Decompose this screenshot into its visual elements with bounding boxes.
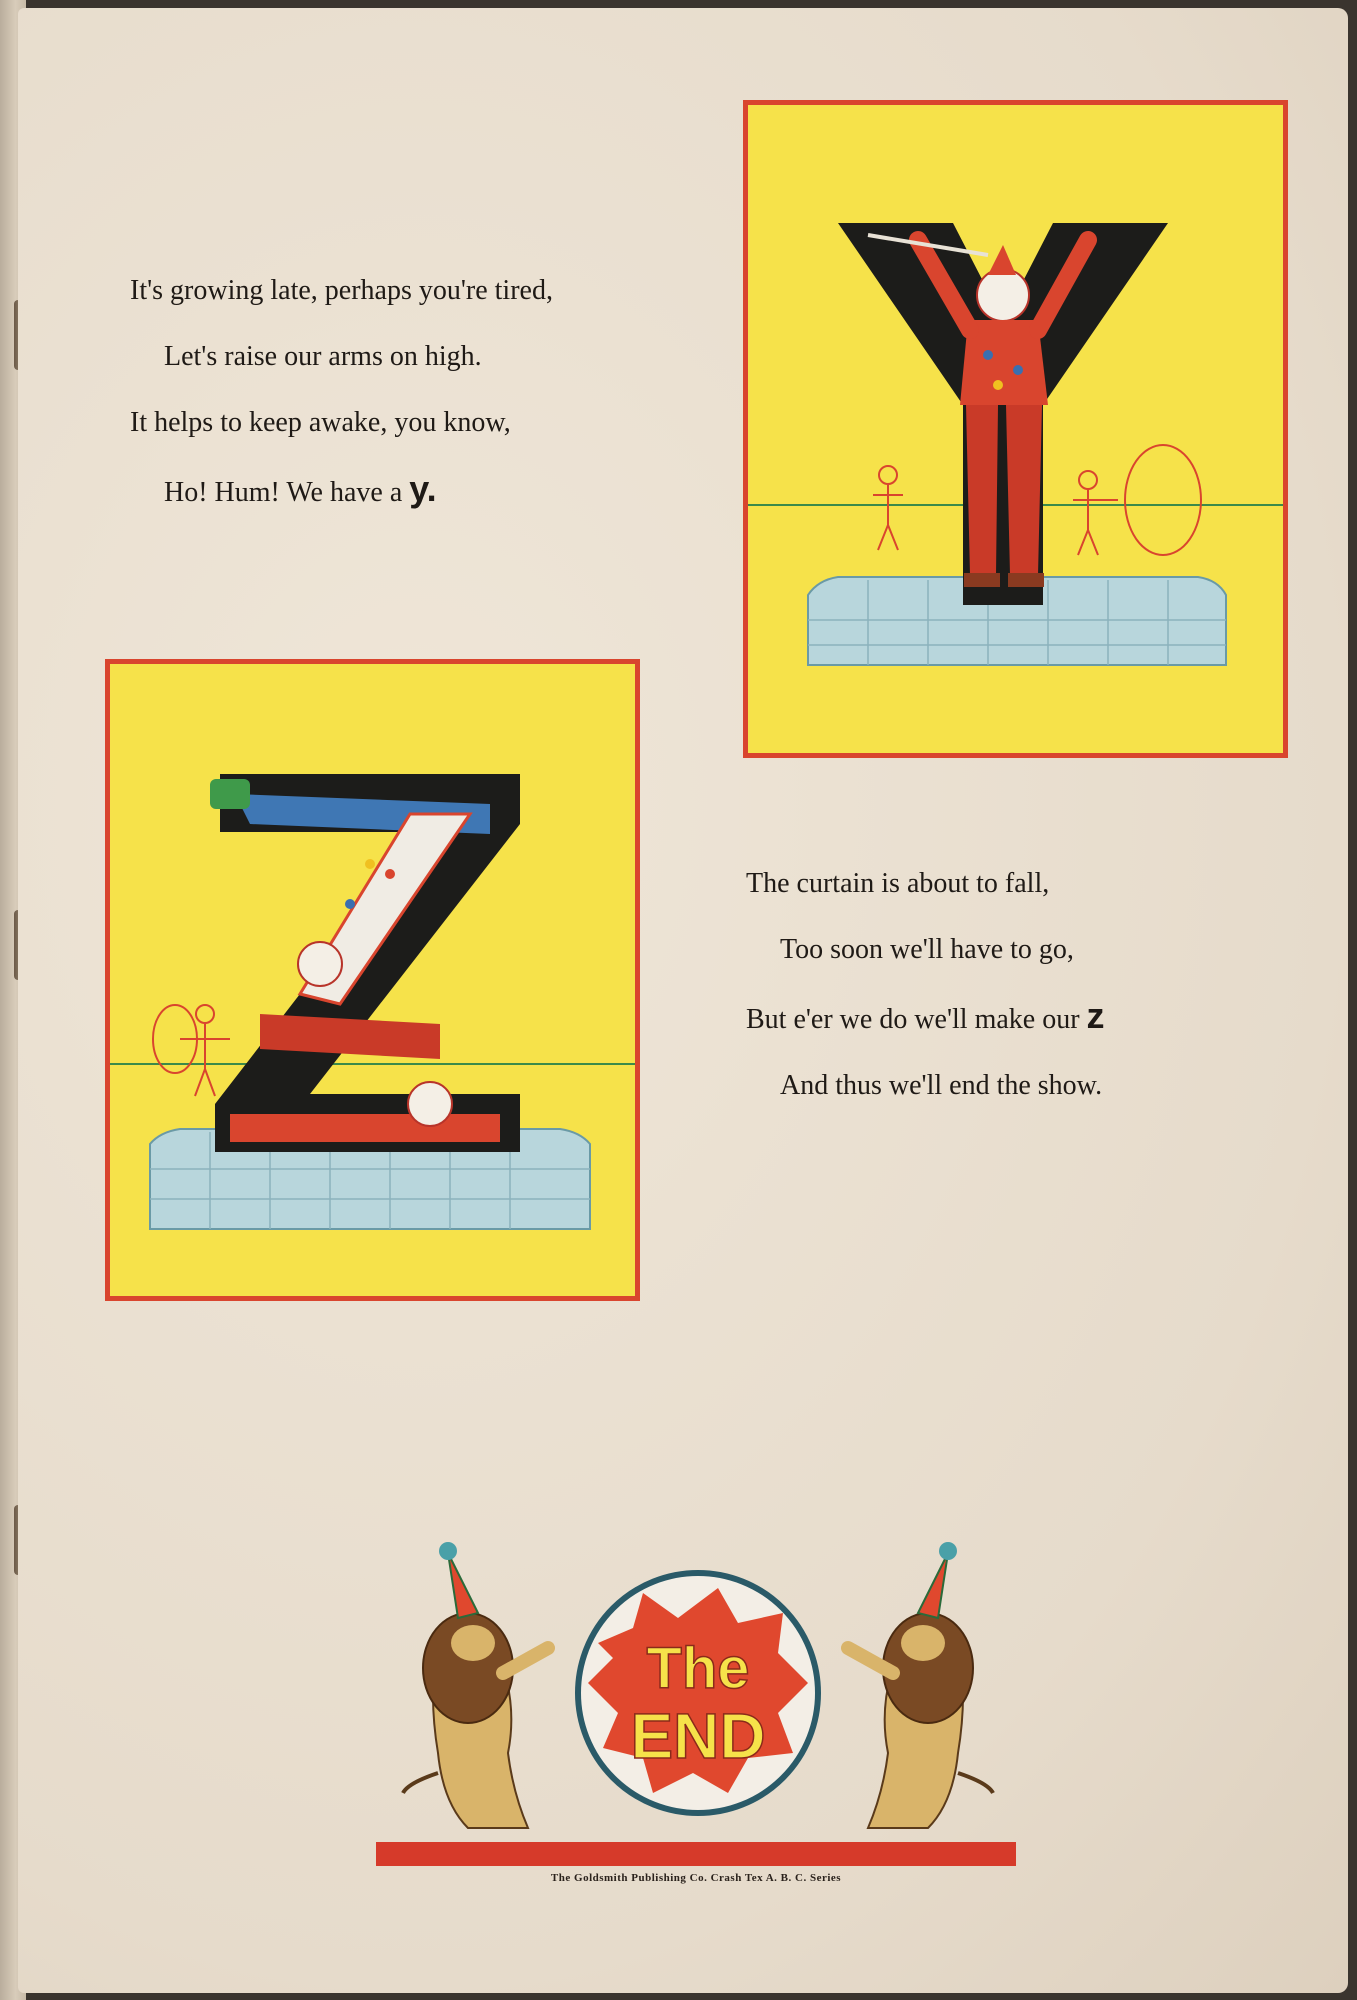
left-lion [403,1542,548,1828]
verse-z-letter: z [1086,995,1105,1036]
verse-y-line [130,456,553,526]
letter-z-illustration [105,659,640,1301]
verse-z-line [746,983,1105,1053]
verse-y [130,258,553,526]
verse-y-line: It's growing late, perhaps you're tired, [130,275,553,306]
clown-y-picture [748,105,1283,753]
verse-z-line: And thus we'll end the show. [780,1070,1103,1101]
publisher-credit: The Goldsmith Publishing Co. Crash Tex A. B. C. Series [550,1872,842,1884]
verse-y-line-text: Ho! Hum! We have a [164,477,403,508]
right-lion [848,1542,993,1828]
book-page [18,8,1348,1993]
verse-y-line: Let's raise our arms on high. [164,341,482,372]
the-end-line1: The [646,1636,750,1701]
verse-z-line-text: But e'er we do we'll make our [746,1004,1080,1035]
verse-z-line: The curtain is about to fall, [746,868,1050,899]
verse-z-line: Too soon we'll have to go, [780,934,1074,965]
letter-y-illustration [743,100,1288,758]
verse-y-line: It helps to keep awake, you know, [130,407,511,438]
stage-bar [376,1842,1016,1866]
clown-z-picture [110,664,635,1296]
verse-z [746,851,1105,1119]
verse-y-letter: y. [409,468,437,509]
the-end-line2: END [630,1700,766,1772]
the-end-illustration [398,1533,998,1843]
